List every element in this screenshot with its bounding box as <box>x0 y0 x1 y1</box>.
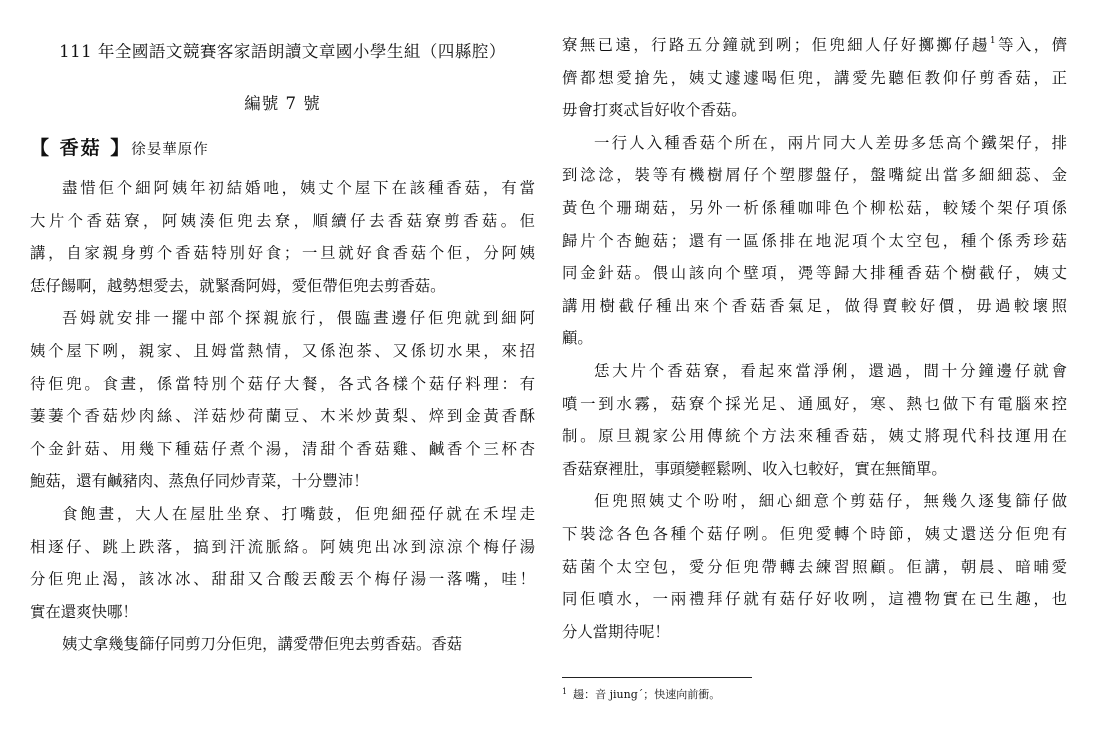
paragraph <box>562 127 1067 355</box>
document-number: 編號 7 號 <box>244 94 321 113</box>
article-author: 徐妟華原作 <box>131 142 209 158</box>
document-title: 111 年全國語文競賽客家語朗讀文章國小學生組（四縣腔） <box>59 42 506 61</box>
footnote-text: 𧼮：音 jiung´；快速向前衝。 <box>573 688 721 701</box>
text-line: 待佢兜。食晝，係當特別个菇仔大餐，各式各樣个菇仔料理：有 <box>30 374 535 393</box>
footnote-marker: 1 <box>989 36 996 46</box>
paragraph <box>30 302 535 498</box>
text-line: 同佢噴水，一兩禮拜仔就有菇仔好收咧，這禮物實在已生趣，也 <box>562 590 1067 609</box>
text-line: 大片个香菇寮，阿姨湊佢兜去尞，順續仔去香菇寮剪香菇。佢 <box>30 211 535 230</box>
text-line: 个金針菇、用幾下種菇仔煮个湯，清甜个香菇雞、鹹香个三杯杏 <box>30 439 535 458</box>
text-line: 歸片个杏鮑菇；還有一區係排在地泥項个太空包，種个係秀珍菇 <box>562 231 1067 250</box>
paragraph <box>562 485 1067 648</box>
article-heading <box>30 133 209 160</box>
text-line: 姨丈拿幾隻篩仔同剪刀分佢兜，講愛帶佢兜去剪香菇。香菇 <box>62 635 463 654</box>
text-line: 姨个屋下咧，親家、且姆當熱情，又係泡茶、又係切水果，來招 <box>30 341 535 360</box>
paragraph <box>30 172 535 302</box>
text-line: 顧。 <box>562 329 593 348</box>
text-line: 分佢兜止渴，該冰冰、甜甜又合酸丟酸丟个梅仔湯一落嘴，哇！ <box>30 570 535 589</box>
text-line: 香菇寮裡肚，事頭變輕鬆咧、收入乜較好，實在無簡單。 <box>562 459 947 478</box>
text-line: 食飽晝，大人在屋肚坐尞、打嘴鼓，佢兜細孲仔就在禾埕走 <box>62 504 535 523</box>
text-line: 毋會打爽忒旨好收个香菇。 <box>562 101 747 120</box>
text-line: 寮無已遠，行路五分鐘就到咧；佢兜細人仔好擲擲仔𧼮$^1$等入，儕 <box>562 36 1067 54</box>
text-line: 吾姆就安排一擺中部个探親旅行，偎臨晝邊仔佢兜就到細阿 <box>62 309 535 328</box>
text-line: 講用樹截仔種出來个香菇香氣足，做得賣較好價，毋過較壞照 <box>562 296 1067 315</box>
text-line: 菇菌个太空包，愛分佢兜帶轉去練習照顧。佢講，朝晨、暗晡愛 <box>562 557 1067 576</box>
right-body-text <box>562 29 1067 648</box>
text-line: 同金針菇。偎山該向个壁項，凴等歸大排種香菇个樹截仔，姨丈 <box>562 264 1067 283</box>
text-line: 盡惜佢个細阿姨年初結婚吔，姨丈个屋下在該種香菇，有當 <box>62 179 535 197</box>
text-line: 相逐仔、跳上跌落，搞到汗流脈絡。阿姨兜出冰到涼涼个梅仔湯 <box>30 537 535 556</box>
text-line: 佢兜照姨丈个吩咐，細心細意个剪菇仔，無幾久逐隻篩仔做 <box>594 492 1067 511</box>
text-line: 制。原旦親家公用傳統个方法來種香菇，姨丈將現代科技運用在 <box>562 427 1067 446</box>
text-line: 儕都想愛搶先，姨丈遽遽喝佢兜，講愛先聽佢教仰仔剪香菇，正 <box>562 68 1067 87</box>
text-line: 下裝淰各色各種个菇仔咧。佢兜愛轉个時節，姨丈還送分佢兜有 <box>562 524 1067 543</box>
paragraph <box>562 355 1067 485</box>
footnote-divider <box>562 677 752 678</box>
text-line: 到淰淰，裝等有機樹屑仔个塑膠盤仔，盤嘴綻出當多細細蕊、金 <box>562 166 1067 185</box>
left-body-text <box>30 172 535 661</box>
article-title: 【 香菇 】 <box>30 137 132 159</box>
text-line: 分人當期待呢！ <box>562 622 670 641</box>
text-line: 黃色个珊瑚菇，另外一析係種咖啡色个柳松菇，較矮个架仔項係 <box>562 198 1067 217</box>
text-line: 恁大片个香菇寮，看起來當淨俐，還過，間十分鐘邊仔就會 <box>594 361 1067 380</box>
text-line: 恁仔餳啊，越勢想愛去，就緊喬阿姆，愛佢帶佢兜去剪香菇。 <box>30 276 446 295</box>
text-line: 講，自家親身剪个香菇特別好食；一旦就好食香菇个佢，分阿姨 <box>30 244 535 263</box>
text-line: 一行人入種香菇个所在，兩片同大人差毋多恁高个鐵架仔，排 <box>594 133 1067 152</box>
text-line: 實在還爽快哪！ <box>30 602 138 621</box>
text-line: 鮑菇，還有鹹豬肉、蒸魚仔同炒青菜，十分豐沛！ <box>30 472 369 491</box>
text-line: 萋萋个香菇炒肉絲、洋菇炒荷蘭豆、木米炒黃梨、焠到金黃香酥 <box>30 407 535 426</box>
text-line: 噴一到水霧，菇寮个採光足、通風好，寒、熱乜做下有電腦來控 <box>562 394 1067 413</box>
paragraph <box>30 498 535 628</box>
paragraph <box>30 628 535 661</box>
footnote-number: 1 <box>562 687 568 696</box>
footnote <box>562 686 720 702</box>
paragraph <box>562 29 1067 127</box>
